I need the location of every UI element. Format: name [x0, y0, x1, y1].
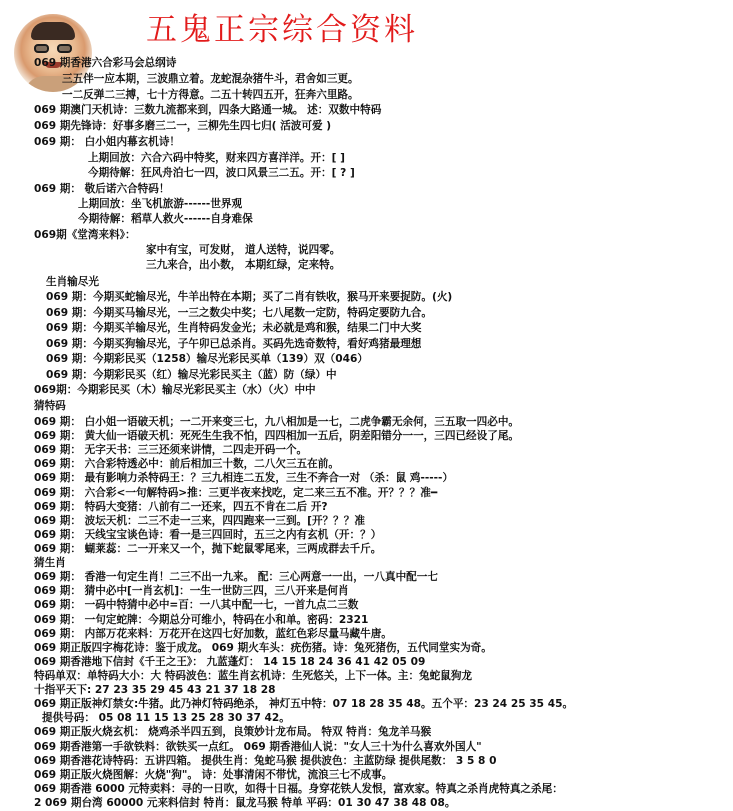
text-line: 069 期： 天线宝宝谈色诗：看一是三四回时，五三之内有玄机（开：？） — [34, 528, 382, 541]
text-line: 069 期正版四字梅花诗：鉴于成龙。 069 期火车头：疣伤猪。诗：兔死猪伤，五代同堂实为奇。 — [34, 641, 492, 654]
section-heading: 猜特码 — [34, 400, 66, 412]
text-line: 069 期： 敬后诺六合特码！ — [34, 183, 170, 195]
section-heading: 生肖输尽光 — [46, 276, 99, 288]
text-line: 069 期：今期彩民买（红）输尽光彩民买主（蓝）防（绿）中 — [46, 369, 337, 381]
text-line: 069 期： 无字天书：三三还须来讲情，二四走开码一个。 — [34, 444, 308, 457]
text-line: 069 期：今期买蛇输尽光，牛羊出特在本期；买了二肖有铁收，猴马开来要捉防。(火) — [46, 291, 453, 303]
text-line: 069 期：今期买狗输尽光，子午卯已总杀肖。买码先选奇数特，看好鸡猪最理想 — [46, 338, 422, 350]
text-line: 提供号码： 05 08 11 15 13 25 28 30 37 42。 — [42, 712, 290, 725]
text-line: 069 期：今期彩民买（1258）输尽光彩民买单（139）双（046） — [46, 353, 368, 365]
text-line: 069 期： 六合彩特透必中：前后相加三十数，二八欠三五在前。 — [34, 458, 339, 471]
text-line: 069 期先锋诗：好事多磨三二一，三柳先生四七归( 活波可爱 ) — [34, 120, 332, 132]
text-line: 069 期： 猜中必中[一肖玄机]：一生一世防三四，三八开来是何肖 — [34, 585, 349, 598]
text-line: 069 期香港六合彩马会总纲诗 — [34, 57, 177, 69]
text-line: 三五伴一应本期，三波鼎立着。龙蛇混杂猪牛斗，君舍如三更。 — [62, 73, 359, 85]
text-line: 069期《堂湾来料》： — [34, 229, 136, 241]
text-line: 069 期： 香港一句定生肖！二三不出一九来。 配：三心两意一一出，一八真中配一七 — [34, 571, 438, 584]
text-line: 069 期： 最有影响力杀特码王：？三九相连二五发，三生不奔合一对 （杀：鼠 鸡-----） — [34, 472, 454, 485]
text-line: 069 期： 一码中特猜中必中=百：一八其中配一七，一首九点二三数 — [34, 599, 359, 612]
text-line: 069 期： 白小姐内幕玄机诗！ — [34, 136, 181, 148]
text-line: 特码单双：单特码大小：大 特码波色：蓝生肖玄机诗：生死悠关，上下一体。主：兔蛇鼠狗龙 — [34, 670, 473, 682]
text-line: 2 069 期台湾 60000 元来料信封 特肖：鼠龙马猴 特单 平码：01 30 47 38 48 08。 — [34, 797, 456, 809]
text-line: 069 期正版神灯禁女:牛猪。此乃神灯特码绝杀， 神灯五中特：07 18 28 35 48。五个平：23 24 25 35 45。 — [34, 698, 574, 711]
text-line: 三九来合，出小数， 本期红绿，定来特。 — [146, 259, 341, 271]
text-line: 069 期香港第一手欲铁料：欲铁买一点红。 069 期香港仙人说："女人三十为什么喜欢外国人" — [34, 740, 482, 753]
text-line: 今期待解：狂风舟泊七一四，波口风景三二五。开：[ ? ] — [88, 167, 355, 179]
text-line: 069 期香港地下信封《千王之王》： 九蓝蓬灯： 14 15 18 24 36 41 42 05 09 — [34, 655, 426, 668]
text-line: 069 期： 波坛天机：二三不走一三来，四四跑来一三到。[开？？？准 — [34, 514, 365, 527]
text-line: 069 期： 白小姐一语破天机；一二开来变三七，九八相加是一七，二虎争霸无余何，三五取一四必中。 — [34, 416, 520, 428]
text-line: 069 期： 蝴莱蕊：二一开来又一个，抛下蛇鼠零尾来，三两成群去千斤。 — [34, 543, 382, 555]
text-line: 069 期正版火烧图解：火烧"狗"。 诗：处事清闲不带忧，流浪三七不成事。 — [34, 768, 393, 781]
text-line: 一二反弹二三搏，七十方得意。二五十转四五开，狂奔六里路。 — [62, 89, 359, 101]
text-line: 069 期： 特码大变猪：八前有二一还来，四五不肯在二后 开? — [34, 500, 328, 513]
text-line: 上期回放：坐飞机旅游------世界观 — [78, 198, 243, 210]
text-line: 今期待解：稻草人救火------自身难保 — [78, 213, 253, 225]
text-line: 069 期： 一句定蛇牌：今期总分可维小，特码在小和单。密码：2321 — [34, 613, 369, 626]
section-heading: 猜生肖 — [34, 557, 66, 570]
page-title: 五鬼正宗综合资料 — [146, 12, 418, 48]
text-line: 069 期：今期买羊输尽光，生肖特码发金光；未必就是鸡和猴，结果二门中大奖 — [46, 322, 422, 334]
text-line: 069 期： 内部万花来料：万花开在这四七好加数，蓝红色彩尽量马藏牛唐。 — [34, 627, 392, 640]
text-line: 069 期香港花诗特码：五讲四箱。 提供生肖：兔蛇马猴 提供波色：主蓝防绿 提供尾数： 3 5 8 0 — [34, 754, 497, 767]
text-line: 069 期香港 6000 元特卖料：寻的一日吹，如得十日福。身穿花铁人发恨，富欢家。特真之杀肖虎特真之杀尾： — [34, 782, 563, 795]
text-line: 069 期正版火烧玄机： 烧鸡杀半四五到，良策妙计龙布局。 特双 特肖：兔龙羊马猴 — [34, 726, 432, 739]
text-line: 069期：今期彩民买（木）输尽光彩民买主（水）（火）中中 — [34, 384, 316, 396]
text-line: 069 期澳门天机诗：三数九流都来到，四条大路通一城。 述：双数中特码 — [34, 104, 382, 116]
text-line: 上期回放：六合六码中特奖，财来四方喜洋洋。开：[ ] — [88, 152, 346, 164]
text-line: 069 期： 六合彩<一句解特码>推：三更半夜来找吃，定二来三五不准。开？？？准━ — [34, 486, 438, 499]
text-line: 家中有宝，可发财， 道人送特，说四零。 — [146, 244, 341, 256]
text-line: 069 期：今期买马输尽光，一三之数尖中奖；七八尾数一定防，特码定要防九合。 — [46, 307, 432, 319]
text-line: 069 期： 黄大仙一语破天机：死死生生我不怕，四四相加一五后，阴差阳错分一一，三四已经设了尾。 — [34, 430, 520, 443]
text-line: 十指平天下: 27 23 35 29 45 43 21 37 18 28 — [34, 684, 276, 697]
